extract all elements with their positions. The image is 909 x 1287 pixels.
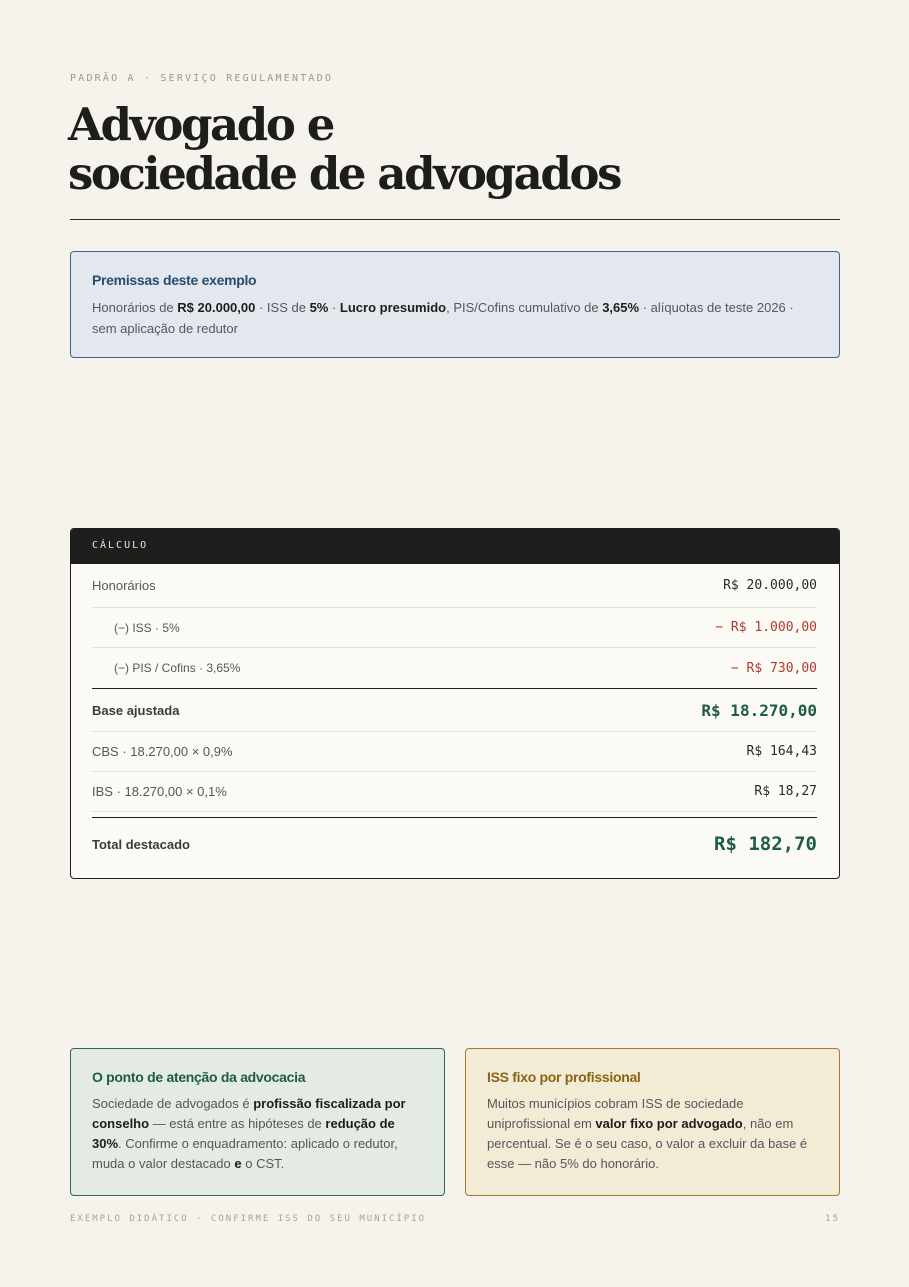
title-line-2: sociedade de advogados <box>68 147 621 200</box>
premises-title: Premissas deste exemplo <box>92 272 257 288</box>
page-footer <box>70 1214 840 1224</box>
row-adjusted-base <box>92 688 817 732</box>
row-label: Honorários <box>92 578 156 593</box>
premises-text-part: · <box>328 300 340 315</box>
iss-fixed-text-part: Muitos municípios cobram ISS de sociedade uniprofissional em <box>487 1096 744 1131</box>
row-value: R$ 18.270,00 <box>701 700 817 720</box>
row-label: (−) PIS / Cofins · 3,65% <box>114 661 241 675</box>
premises-regime: Lucro presumido <box>339 300 447 315</box>
attention-emphasis: e <box>234 1156 242 1171</box>
row-iss-deduction <box>92 608 817 648</box>
title-divider <box>70 219 840 220</box>
row-label: IBS · 18.270,00 × 0,1% <box>92 784 227 799</box>
row-value: R$ 18,27 <box>754 784 817 799</box>
premises-text-part: Honorários de <box>92 300 178 315</box>
attention-emphasis: redução de 30% <box>92 1116 395 1151</box>
attention-text-part: Sociedade de advogados é <box>92 1096 254 1111</box>
page-number: 15 <box>825 1214 840 1224</box>
premises-box <box>70 251 840 358</box>
row-ibs <box>92 772 817 812</box>
row-total <box>92 817 817 870</box>
row-value: R$ 182,70 <box>714 833 817 855</box>
attention-text-part: . Confirme o enquadramento: aplicado o redutor, muda o valor destacado <box>92 1136 398 1171</box>
premises-iss-rate: 5% <box>309 300 329 315</box>
row-label: CBS · 18.270,00 × 0,9% <box>92 744 233 759</box>
page-title <box>68 100 848 198</box>
calculation-header: CÁLCULO <box>71 529 839 564</box>
premises-text-part: , PIS/Cofins cumulativo de <box>446 300 603 315</box>
premises-text-part: · ISS de <box>255 300 310 315</box>
row-value: R$ 164,43 <box>746 744 817 759</box>
title-line-1: Advogado e <box>68 98 333 151</box>
premises-text <box>92 297 818 339</box>
attention-text-part: o CST. <box>241 1156 285 1171</box>
row-value: R$ 20.000,00 <box>723 578 817 593</box>
attention-emphasis: profissão fiscalizada por conselho <box>92 1096 406 1131</box>
premises-fees: R$ 20.000,00 <box>177 300 256 315</box>
attention-callout <box>70 1048 445 1196</box>
row-value: − R$ 730,00 <box>730 660 817 676</box>
row-cbs <box>92 732 817 772</box>
row-label: Base ajustada <box>92 702 180 718</box>
row-fees <box>92 564 817 608</box>
page-eyebrow: PADRÃO A · SERVIÇO REGULAMENTADO <box>70 73 334 84</box>
iss-fixed-text-part: , não em percentual. Se é o seu caso, o valor a excluir da base é esse — não 5% do honorário. <box>487 1116 808 1171</box>
iss-fixed-callout <box>465 1048 840 1196</box>
calculation-table <box>70 528 840 879</box>
row-label: (−) ISS · 5% <box>114 620 180 635</box>
iss-fixed-emphasis: valor fixo por advogado <box>595 1116 743 1131</box>
attention-text <box>92 1094 423 1174</box>
premises-text-part: · alíquotas de teste 2026 · sem aplicação de redutor <box>92 300 794 336</box>
attention-title: O ponto de atenção da advocacia <box>92 1069 306 1085</box>
attention-text-part: — está entre as hipóteses de <box>149 1116 326 1131</box>
row-value: − R$ 1.000,00 <box>715 620 817 635</box>
iss-fixed-title: ISS fixo por profissional <box>487 1069 641 1085</box>
premises-pis-cofins-rate: 3,65% <box>602 300 640 315</box>
footer-note: EXEMPLO DIDÁTICO · CONFIRME ISS DO SEU MUNICÍPIO <box>70 1214 427 1224</box>
row-pis-cofins-deduction <box>92 648 817 688</box>
row-label: Total destacado <box>92 836 191 852</box>
iss-fixed-text <box>487 1094 818 1174</box>
